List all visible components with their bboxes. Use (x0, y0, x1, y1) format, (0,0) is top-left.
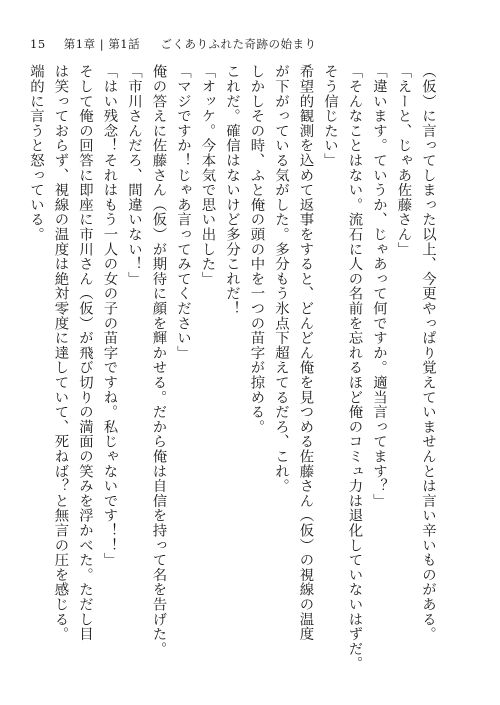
text-line: そう信じたい」 (322, 64, 338, 168)
body-text (24, 64, 441, 684)
text-line: しかしその時、ふと俺の頭の中を一つの苗字が掠める。 (248, 64, 265, 434)
episode-title: ごくありふれた奇跡の始まり (160, 37, 317, 51)
text-line: 「はい残念！それはもう一人の女の子の苗字ですね。私じゃないです！！」 (101, 64, 118, 568)
text-line: 希望的観測を込めて返事をすると、どんどん俺を見つめる佐藤さん（仮）の視線の温度 (297, 64, 314, 642)
text-line: は笑っておらず、視線の温度は絶対零度に達していて、死ねば？と無言の圧を感じる。 (52, 64, 69, 642)
text-line: 「そんなことはない。流石に人の名前を忘れるほど俺のコミュ力は退化していないはずだ。 (346, 64, 363, 671)
text-line: 「違います。ていうか、じゃあって何ですか。適当言ってます？」 (371, 64, 387, 508)
text-line: 「マジですか！じゃあ言ってみてください」 (175, 64, 191, 360)
running-head (30, 36, 316, 52)
chapter-label: 第1章 (63, 37, 96, 51)
text-line: 「オッケ。今本気で思い出した」 (199, 64, 216, 286)
text-line: 端的に言うと怒っている。 (28, 64, 44, 242)
text-line: これだ。確信はないけど多分これだ！ (224, 64, 240, 316)
text-line: 俺の答えに佐藤さん（仮）が期待に顔を輝かせる。だから俺は自信を持って名を告げた。 (150, 64, 167, 656)
text-line: が下がっている気がした。多分もう氷点下超えてるだろ、これ。 (273, 64, 289, 494)
header-separator: | (99, 37, 105, 51)
text-line: （仮）に言ってしまった以上、今更やっぱり覚えていませんとは言い辛いものがある。 (420, 64, 436, 642)
episode-label: 第1話 (108, 37, 141, 51)
text-line: 「えーと、じゃあ佐藤さん」 (395, 64, 412, 257)
text-line: 「市川さんだろ、間違いない！」 (126, 64, 142, 286)
text-line: そして俺の回答に即座に市川さん（仮）が飛び切りの満面の笑みを浮かべた。ただし目 (77, 64, 93, 642)
page-number: 15 (30, 37, 46, 51)
